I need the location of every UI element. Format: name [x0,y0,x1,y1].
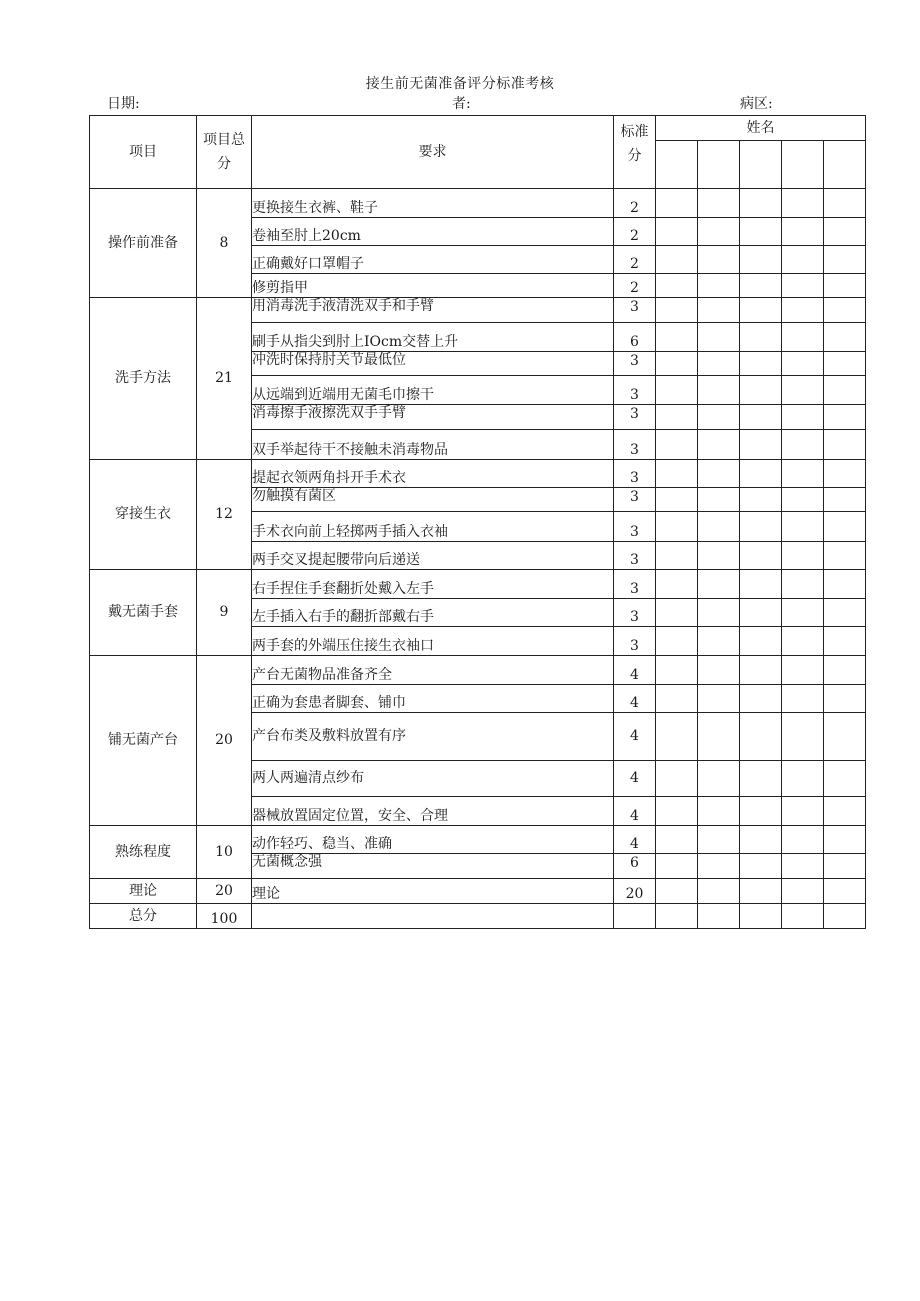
category-cell: 戴无菌手套 [90,570,197,656]
examinee-score-cell[interactable] [824,512,866,542]
examinee-score-cell[interactable] [782,627,824,656]
category-cell: 操作前准备 [90,189,197,298]
examinee-score-cell[interactable] [740,323,782,352]
examinee-score-cell[interactable] [698,430,740,460]
examinee-score-cell[interactable] [782,298,824,323]
examinee-score-cell[interactable] [824,246,866,274]
requirement-cell: 卷袖至肘上20cm [252,218,614,246]
name-cell[interactable] [782,141,824,189]
examinee-score-cell[interactable] [656,570,698,599]
requirement-cell: 两人两遍清点纱布 [252,761,614,797]
examinee-score-cell[interactable] [824,570,866,599]
requirement-cell: 消毒擦手液擦洗双手手臂 [252,405,614,430]
table-row [90,879,866,904]
category-cell: 理论 [90,879,197,904]
examinee-score-cell[interactable] [824,218,866,246]
examinee-score-cell[interactable] [656,685,698,713]
standard-score-cell: 2 [614,246,656,274]
standard-score-cell: 4 [614,656,656,685]
examinee-score-cell[interactable] [698,460,740,488]
standard-score-cell: 3 [614,512,656,542]
standard-score-cell: 4 [614,685,656,713]
grand-total-value: 100 [197,904,252,929]
examinee-score-cell[interactable] [782,189,824,218]
requirement-cell: 动作轻巧、稳当、准确 [252,826,614,854]
examinee-score-cell[interactable] [824,189,866,218]
examinee-score-cell[interactable] [740,570,782,599]
examinee-score-cell[interactable] [740,627,782,656]
requirement-cell: 从远端到近端用无菌毛巾擦干 [252,376,614,405]
examinee-score-cell[interactable] [740,826,782,854]
grand-total-row [90,904,866,929]
header-row [90,116,866,141]
standard-score-cell: 3 [614,405,656,430]
examinee-score-cell[interactable] [782,512,824,542]
category-total-cell: 8 [197,189,252,298]
standard-score-cell: 4 [614,713,656,761]
requirement-cell: 两手套的外端压住接生衣袖口 [252,627,614,656]
requirement-cell: 冲洗时保持肘关节最低位 [252,352,614,376]
examinee-score-cell[interactable] [698,797,740,826]
item-header: 项目 [90,116,197,189]
category-total-cell: 9 [197,570,252,656]
examinee-score-cell[interactable] [782,797,824,826]
standard-score-cell: 4 [614,797,656,826]
examinee-score-cell[interactable] [740,685,782,713]
examinee-score-cell[interactable] [656,460,698,488]
examinee-score-cell[interactable] [656,761,698,797]
examinee-score-cell[interactable] [782,274,824,298]
examinee-score-cell[interactable] [824,488,866,512]
standard-score-cell: 2 [614,218,656,246]
standard-score-cell: 6 [614,323,656,352]
date-label: 日期: [107,96,140,112]
examinee-score-cell[interactable] [782,656,824,685]
standard-score-cell [614,904,656,929]
examinee-score-cell[interactable] [698,189,740,218]
examinee-score-cell[interactable] [656,512,698,542]
examinee-score-cell[interactable] [656,656,698,685]
examinee-score-cell[interactable] [824,685,866,713]
examinee-score-cell[interactable] [656,405,698,430]
examinee-score-cell[interactable] [698,352,740,376]
examinee-score-cell[interactable] [782,352,824,376]
examinee-score-cell[interactable] [698,298,740,323]
standard-score-cell: 3 [614,570,656,599]
examinee-score-cell[interactable] [782,246,824,274]
examinee-score-cell[interactable] [782,826,824,854]
examinee-score-cell[interactable] [698,761,740,797]
examinee-score-cell[interactable] [740,352,782,376]
examinee-score-cell[interactable] [656,854,698,879]
examinee-score-cell[interactable] [698,904,740,929]
requirement-cell: 提起衣领两角抖开手术衣 [252,460,614,488]
examinee-score-cell[interactable] [824,430,866,460]
name-cell[interactable] [740,141,782,189]
examinee-score-cell[interactable] [698,713,740,761]
name-header: 姓名 [656,116,866,141]
category-total-cell: 20 [197,656,252,826]
standard-score-cell: 4 [614,761,656,797]
examinee-score-cell[interactable] [740,405,782,430]
requirement-cell: 用消毒洗手液清洗双手和手臂 [252,298,614,323]
examinee-score-cell[interactable] [656,826,698,854]
examinee-score-cell[interactable] [656,488,698,512]
examinee-score-cell[interactable] [740,298,782,323]
examinee-score-cell[interactable] [740,854,782,879]
examinee-score-cell[interactable] [740,274,782,298]
examinee-score-cell[interactable] [824,797,866,826]
examinee-score-cell[interactable] [740,656,782,685]
requirement-cell: 理论 [252,879,614,904]
name-cell[interactable] [698,141,740,189]
requirement-cell [252,904,614,929]
table-row [90,298,866,323]
examinee-score-cell[interactable] [782,879,824,904]
examinee-score-cell[interactable] [782,904,824,929]
examinee-score-cell[interactable] [740,189,782,218]
examinee-score-cell[interactable] [698,405,740,430]
examinee-score-cell[interactable] [698,826,740,854]
examinee-score-cell[interactable] [656,430,698,460]
examinee-score-cell[interactable] [824,656,866,685]
requirement-cell: 双手举起待干不接触未消毒物品 [252,430,614,460]
standard-score-cell: 3 [614,627,656,656]
examinee-score-cell[interactable] [740,713,782,761]
requirement-cell: 器械放置固定位置，安全、合理 [252,797,614,826]
total-header: 项目总 分 [197,116,252,189]
examinee-score-cell[interactable] [824,298,866,323]
table-row [90,826,866,854]
examinee-score-cell[interactable] [824,405,866,430]
category-total-cell: 12 [197,460,252,570]
examinee-score-cell[interactable] [656,627,698,656]
examinee-score-cell[interactable] [782,488,824,512]
examinee-score-cell[interactable] [824,599,866,627]
examinee-score-cell[interactable] [656,599,698,627]
examinee-score-cell[interactable] [740,376,782,405]
examinee-score-cell[interactable] [782,542,824,570]
standard-score-cell: 3 [614,542,656,570]
examinee-score-cell[interactable] [824,627,866,656]
examinee-score-cell[interactable] [824,460,866,488]
examinee-score-cell[interactable] [782,713,824,761]
examinee-score-cell[interactable] [782,323,824,352]
category-cell: 熟练程度 [90,826,197,879]
examinee-score-cell[interactable] [698,512,740,542]
examinee-score-cell[interactable] [656,323,698,352]
examinee-score-cell[interactable] [656,713,698,761]
examinee-score-cell[interactable] [740,430,782,460]
examinee-score-cell[interactable] [782,854,824,879]
examinee-score-cell[interactable] [740,761,782,797]
requirement-cell: 左手插入右手的翻折部戴右手 [252,599,614,627]
form-title: 接生前无菌准备评分标准考核 [365,76,555,92]
examinee-score-cell[interactable] [740,246,782,274]
examinee-score-cell[interactable] [740,512,782,542]
standard-score-cell: 20 [614,879,656,904]
requirement-cell: 更换接生衣裤、鞋子 [252,189,614,218]
requirement-cell: 正确戴好口罩帽子 [252,246,614,274]
requirement-cell: 两手交叉提起腰带向后递送 [252,542,614,570]
examinee-score-cell[interactable] [782,430,824,460]
examinee-score-cell[interactable] [740,879,782,904]
examinee-score-cell[interactable] [698,246,740,274]
examinee-score-cell[interactable] [656,542,698,570]
table-row [90,189,866,218]
examinee-score-cell[interactable] [782,599,824,627]
examinee-score-cell[interactable] [824,904,866,929]
examinee-score-cell[interactable] [698,376,740,405]
examinee-score-cell[interactable] [824,274,866,298]
standard-score-cell: 6 [614,854,656,879]
examinee-score-cell[interactable] [782,218,824,246]
examinee-score-cell[interactable] [656,797,698,826]
name-cell[interactable] [656,141,698,189]
standard-score-cell: 3 [614,430,656,460]
examinee-score-cell[interactable] [782,685,824,713]
examinee-score-cell[interactable] [698,685,740,713]
standard-score-cell: 3 [614,460,656,488]
examinee-score-cell[interactable] [824,352,866,376]
category-cell: 铺无菌产台 [90,656,197,826]
examinee-score-cell[interactable] [740,599,782,627]
examinee-score-cell[interactable] [824,376,866,405]
examinee-score-cell[interactable] [824,761,866,797]
requirement-cell: 手术衣向前上轻掷两手插入衣袖 [252,512,614,542]
table-row [90,570,866,599]
category-total-cell: 21 [197,298,252,460]
examinee-score-cell[interactable] [698,599,740,627]
requirement-cell: 产台无菌物品准备齐全 [252,656,614,685]
examinee-score-cell[interactable] [698,218,740,246]
standard-score-cell: 3 [614,376,656,405]
examinee-score-cell[interactable] [782,570,824,599]
table-row [90,656,866,685]
standard-score-cell: 4 [614,826,656,854]
examinee-score-cell[interactable] [740,218,782,246]
examinee-score-cell[interactable] [782,761,824,797]
examinee-score-cell[interactable] [824,323,866,352]
examinee-score-cell[interactable] [656,352,698,376]
examinee-score-cell[interactable] [698,879,740,904]
examinee-score-cell[interactable] [782,405,824,430]
standard-score-cell: 2 [614,189,656,218]
requirement-cell: 无菌概念强 [252,854,614,879]
standard-score-cell: 3 [614,599,656,627]
examinee-score-cell[interactable] [740,488,782,512]
examinee-score-cell[interactable] [824,826,866,854]
examinee-score-cell[interactable] [740,460,782,488]
requirement-header: 要求 [252,116,614,189]
scoring-table [89,115,866,929]
standard-score-cell: 3 [614,352,656,376]
examinee-score-cell[interactable] [824,854,866,879]
examinee-score-cell[interactable] [698,488,740,512]
requirement-cell: 刷手从指尖到肘上IOcm交替上升 [252,323,614,352]
requirement-cell: 修剪指甲 [252,274,614,298]
requirement-cell: 勿触摸有菌区 [252,488,614,512]
standard-header: 标准 分 [614,116,656,189]
examinee-score-cell[interactable] [740,542,782,570]
category-total-cell: 10 [197,826,252,879]
examinee-score-cell[interactable] [698,656,740,685]
standard-score-cell: 3 [614,488,656,512]
examinee-score-cell[interactable] [656,246,698,274]
category-cell: 洗手方法 [90,298,197,460]
examiner-label: 者: [452,96,471,112]
examinee-score-cell[interactable] [824,542,866,570]
requirement-cell: 产台布类及敷料放置有序 [252,713,614,761]
examinee-score-cell[interactable] [656,218,698,246]
examinee-score-cell[interactable] [656,904,698,929]
examinee-score-cell[interactable] [698,323,740,352]
examinee-score-cell[interactable] [656,274,698,298]
ward-label: 病区: [740,96,773,112]
standard-score-cell: 2 [614,274,656,298]
examinee-score-cell[interactable] [698,854,740,879]
standard-score-cell: 3 [614,298,656,323]
table-row [90,460,866,488]
requirement-cell: 右手捏住手套翻折处戴入左手 [252,570,614,599]
examinee-score-cell[interactable] [698,570,740,599]
examinee-score-cell[interactable] [740,904,782,929]
examinee-score-cell[interactable] [698,274,740,298]
examinee-score-cell[interactable] [782,460,824,488]
category-total-cell: 20 [197,879,252,904]
examinee-score-cell[interactable] [782,376,824,405]
examinee-score-cell[interactable] [656,376,698,405]
grand-total-label: 总分 [90,904,197,929]
examinee-score-cell[interactable] [824,713,866,761]
examinee-score-cell[interactable] [698,542,740,570]
examinee-score-cell[interactable] [656,298,698,323]
examinee-score-cell[interactable] [740,797,782,826]
category-cell: 穿接生衣 [90,460,197,570]
examinee-score-cell[interactable] [824,879,866,904]
name-cell[interactable] [824,141,866,189]
examinee-score-cell[interactable] [698,627,740,656]
examinee-score-cell[interactable] [656,189,698,218]
requirement-cell: 正确为套患者脚套、铺巾 [252,685,614,713]
examinee-score-cell[interactable] [656,879,698,904]
